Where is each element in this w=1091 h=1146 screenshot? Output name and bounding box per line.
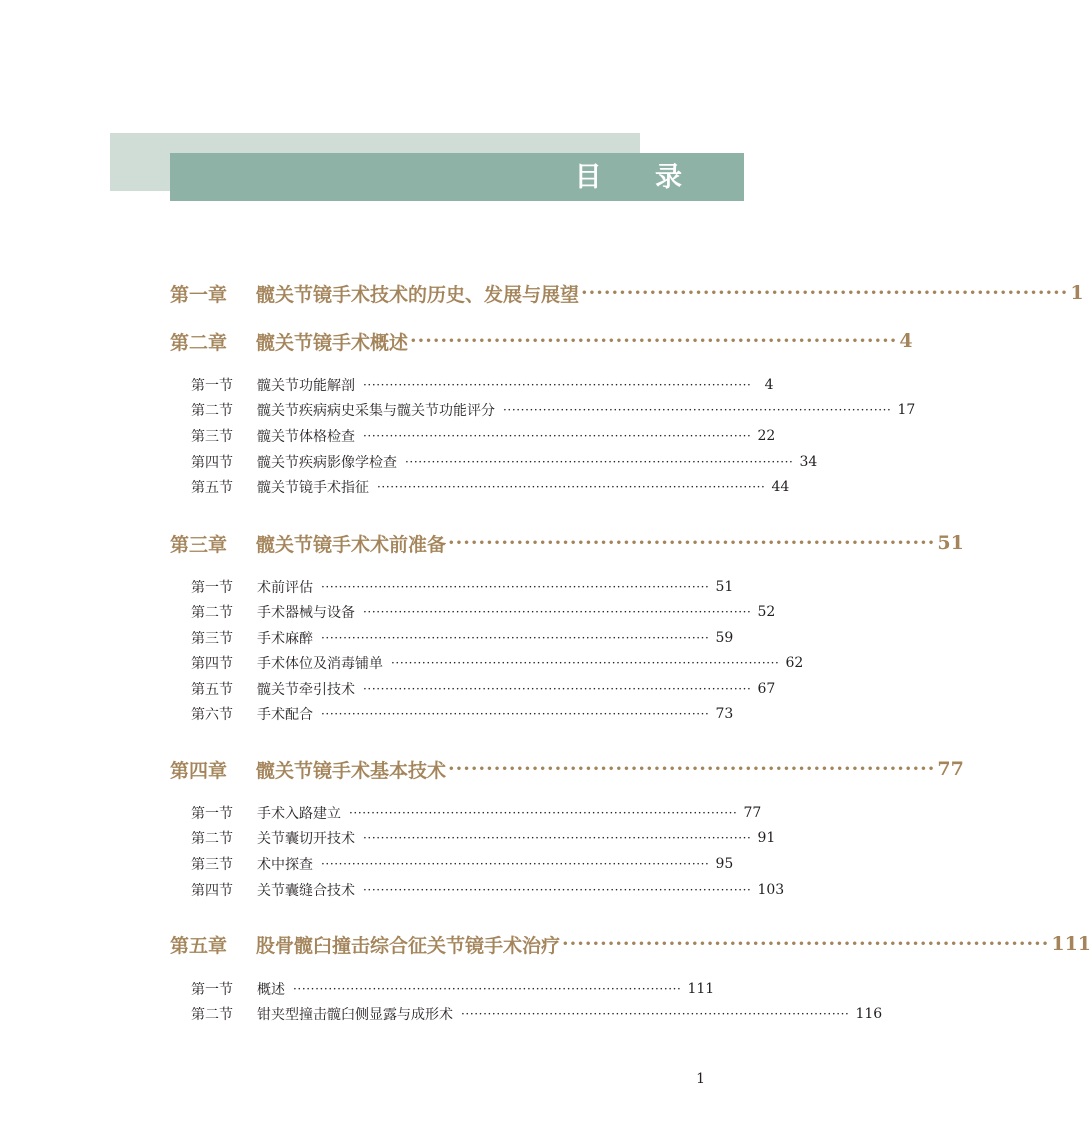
section-title: 关节囊切开技术 [257,831,355,847]
section-entry[interactable] [191,1003,883,1025]
section-title: 髋关节牵引技术 [257,682,355,698]
chapter-page-number: 1 [1070,282,1084,304]
section-number: 第四节 [191,883,233,899]
section-page-number: 91 [757,830,776,846]
chapter-page-number: 4 [899,330,913,352]
section-entry[interactable] [191,827,776,849]
dot-leader: ························································································ [293,982,682,996]
section-page-number: 67 [757,681,776,697]
section-entry[interactable] [191,627,734,649]
section-number: 第五节 [191,480,233,496]
section-number: 第二节 [191,403,233,419]
chapter-title: 髋关节镜手术基本技术 [256,759,447,782]
chapter-entry[interactable] [170,326,913,356]
dot-leader: ························································································ [321,580,710,594]
section-number: 第五节 [191,682,233,698]
section-title: 手术配合 [257,707,313,723]
section-page-number: 62 [785,655,804,671]
section-title: 手术麻醉 [257,631,313,647]
section-title: 手术入路建立 [257,806,341,822]
section-page-number: 77 [743,805,762,821]
dot-leader: ························································································ [503,403,892,417]
section-title: 钳夹型撞击髋臼侧显露与成形术 [257,1007,453,1023]
section-page-number: 22 [757,428,776,444]
dot-leader: ························································································ [363,883,752,897]
section-title: 关节囊缝合技术 [257,883,355,899]
section-number: 第二节 [191,831,233,847]
section-entry[interactable] [191,678,776,700]
dot-leader: ························································································ [321,857,710,871]
section-entry[interactable] [191,399,916,421]
chapter-number: 第一章 [170,283,228,306]
section-entry[interactable] [191,703,734,725]
page-title: 目 录 [574,162,704,193]
section-page-number: 34 [799,454,818,470]
section-page-number: 44 [771,479,790,495]
section-title: 髋关节镜手术指征 [257,480,369,496]
chapter-title: 髋关节镜手术技术的历史、发展与展望 [256,283,580,306]
dot-leader: ································································ [410,330,898,352]
section-page-number: 52 [757,604,776,620]
chapter-number: 第二章 [170,331,228,354]
section-page-number: 17 [897,402,916,418]
dot-leader: ························································································ [321,631,710,645]
dot-leader: ························································································ [405,455,794,469]
section-number: 第二节 [191,1007,233,1023]
chapter-page-number: 51 [937,532,964,554]
section-number: 第六节 [191,707,233,723]
dot-leader: ························································································ [363,429,752,443]
section-entry[interactable] [191,601,776,623]
dot-leader: ························································································ [363,378,752,392]
section-title: 髋关节疾病影像学检查 [257,455,397,471]
dot-leader: ························································································ [349,806,738,820]
section-entry[interactable] [191,476,790,498]
dot-leader: ························································································ [363,831,752,845]
section-page-number: 4 [764,377,774,393]
chapter-entry[interactable] [170,528,964,558]
dot-leader: ························································································ [363,682,752,696]
dot-leader: ································································ [448,532,936,554]
dot-leader: ································································ [562,933,1050,955]
section-title: 手术器械与设备 [257,605,355,621]
section-entry[interactable] [191,853,734,875]
section-page-number: 73 [715,706,734,722]
section-number: 第三节 [191,857,233,873]
chapter-entry[interactable] [170,278,1084,308]
chapter-page-number: 77 [937,758,964,780]
chapter-number: 第四章 [170,759,228,782]
section-title: 术中探查 [257,857,313,873]
section-title: 手术体位及消毒铺单 [257,656,383,672]
section-number: 第一节 [191,378,233,394]
section-number: 第三节 [191,631,233,647]
section-page-number: 95 [715,856,734,872]
section-number: 第三节 [191,429,233,445]
section-page-number: 103 [757,882,785,898]
section-page-number: 116 [855,1006,883,1022]
section-title: 概述 [257,982,285,998]
section-number: 第四节 [191,455,233,471]
section-entry[interactable] [191,576,734,598]
dot-leader: ························································································ [363,605,752,619]
chapter-title: 股骨髋臼撞击综合征关节镜手术治疗 [256,934,561,957]
section-title: 髋关节功能解剖 [257,378,355,394]
section-entry[interactable] [191,802,762,824]
section-title: 术前评估 [257,580,313,596]
section-number: 第四节 [191,656,233,672]
section-number: 第一节 [191,806,233,822]
section-entry[interactable] [191,374,774,396]
chapter-number: 第五章 [170,934,228,957]
section-entry[interactable] [191,451,818,473]
page-number: 1 [696,1071,705,1087]
section-entry[interactable] [191,425,776,447]
section-number: 第一节 [191,580,233,596]
dot-leader: ························································································ [391,656,780,670]
chapter-page-number: 111 [1051,933,1091,955]
chapter-title: 髋关节镜手术术前准备 [256,533,447,556]
section-number: 第一节 [191,982,233,998]
section-page-number: 51 [715,579,734,595]
dot-leader: ································································ [581,282,1069,304]
section-page-number: 111 [687,981,715,997]
section-number: 第二节 [191,605,233,621]
section-title: 髋关节体格检查 [257,429,355,445]
chapter-number: 第三章 [170,533,228,556]
section-entry[interactable] [191,652,804,674]
chapter-entry[interactable] [170,754,964,784]
section-entry[interactable] [191,879,785,901]
section-page-number: 59 [715,630,734,646]
chapter-entry[interactable] [170,929,1091,959]
dot-leader: ································································ [448,758,936,780]
section-title: 髋关节疾病病史采集与髋关节功能评分 [257,403,495,419]
dot-leader: ························································································ [321,707,710,721]
dot-leader: ························································································ [377,480,766,494]
dot-leader: ························································································ [461,1007,850,1021]
section-entry[interactable] [191,978,715,1000]
chapter-title: 髋关节镜手术概述 [256,331,409,354]
